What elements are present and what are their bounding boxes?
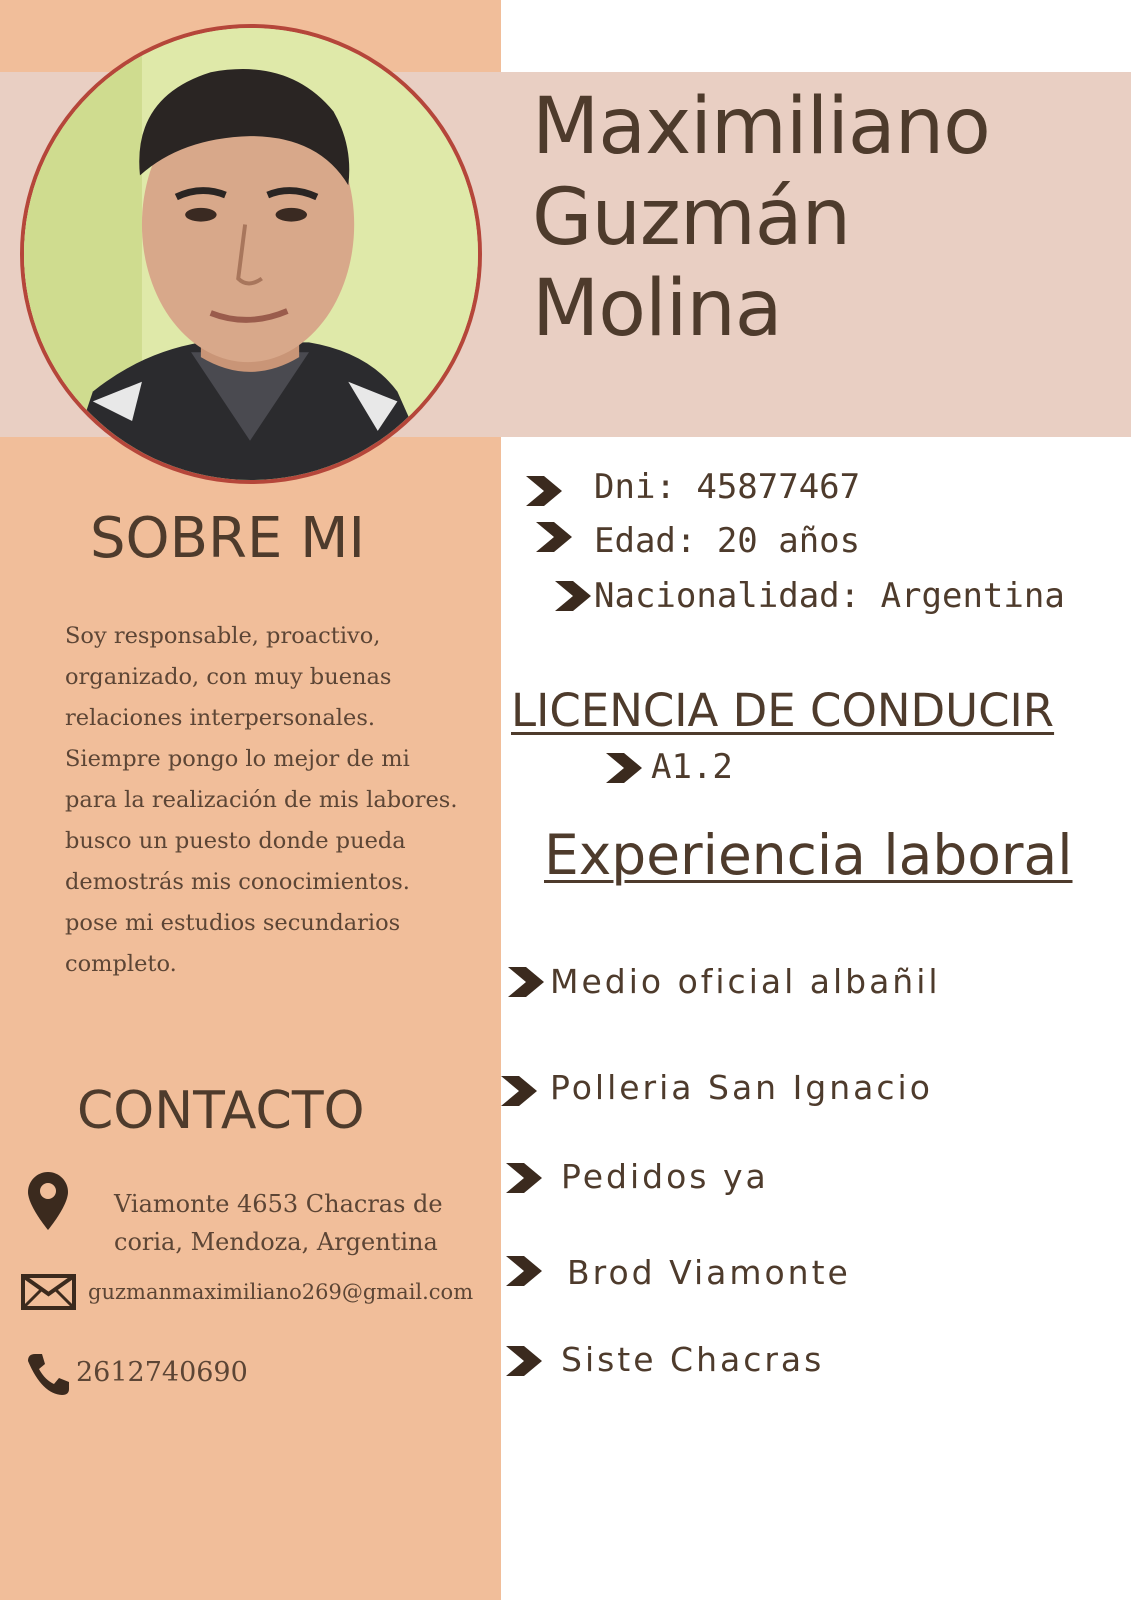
name-line-last: Molina <box>532 264 782 354</box>
profile-photo <box>20 24 482 484</box>
experience-heading: Experiencia laboral <box>544 823 1073 887</box>
license-heading: LICENCIA DE CONDUCIR <box>511 684 1055 737</box>
age-text: Edad: 20 años <box>594 521 861 561</box>
chevron-right-icon <box>506 1256 542 1286</box>
contact-heading: CONTACTO <box>77 1081 365 1141</box>
chevron-right-icon <box>536 522 572 552</box>
chevron-right-icon <box>508 967 544 997</box>
full-name <box>532 82 990 355</box>
experience-item: Brod Viamonte <box>567 1253 851 1292</box>
chevron-right-icon <box>506 1163 542 1193</box>
phone-text[interactable]: 2612740690 <box>76 1357 248 1388</box>
address-line-2: coria, Mendoza, Argentina <box>114 1228 438 1256</box>
location-pin-icon <box>28 1172 68 1230</box>
chevron-right-icon <box>606 753 642 783</box>
chevron-right-icon <box>555 581 591 611</box>
nationality-text: Nacionalidad: Argentina <box>594 576 1065 616</box>
license-value: A1.2 <box>651 747 733 787</box>
phone-icon <box>26 1352 70 1396</box>
chevron-right-icon <box>526 476 562 506</box>
experience-item: Polleria San Ignacio <box>550 1068 933 1107</box>
envelope-icon <box>21 1274 76 1310</box>
name-line-middle: Guzmán <box>532 173 851 263</box>
dni-text: Dni: 45877467 <box>594 467 861 507</box>
experience-item: Siste Chacras <box>561 1340 825 1379</box>
chevron-right-icon <box>501 1076 537 1106</box>
address-line-1: Viamonte 4653 Chacras de <box>114 1190 443 1218</box>
experience-item: Pedidos ya <box>561 1157 769 1196</box>
about-heading: SOBRE MI <box>90 506 365 571</box>
experience-item: Medio oficial albañil <box>550 962 941 1001</box>
name-line-first: Maximiliano <box>532 82 990 172</box>
chevron-right-icon <box>506 1346 542 1376</box>
email-text[interactable]: guzmanmaximiliano269@gmail.com <box>88 1280 474 1304</box>
about-text: Soy responsable, proactivo, organizado, con muy buenas relaciones interpersonales. Siempre pongo lo mejor de mi para la realización de mis labores. busco un puesto donde pueda demostrás mis conocimientos. pose mi estudios secundarios completo. <box>65 623 458 977</box>
